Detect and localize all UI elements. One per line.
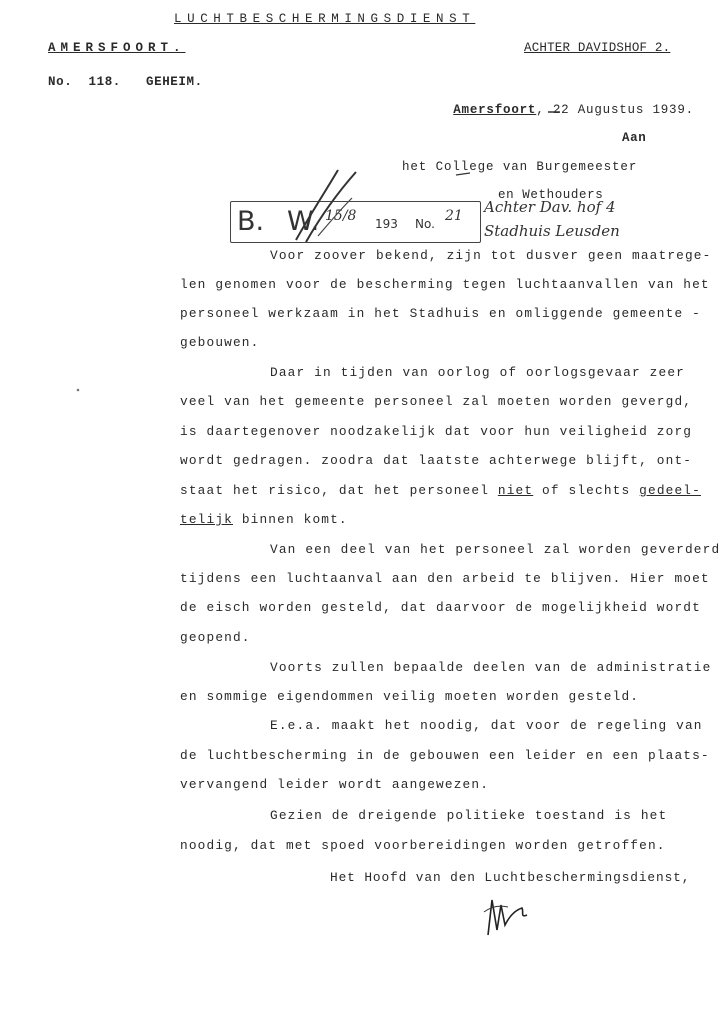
body-p6-line2: noodig, dat met spoed voorbereidingen worden getroffen. — [180, 838, 666, 853]
classification-label: GEHEIM. — [146, 75, 203, 89]
body-p1-line1: Voor zoover bekend, zijn tot dusver geen maatrege- — [270, 248, 712, 263]
body-p3-line2: tijdens een luchtaanval aan den arbeid te blijven. Hier moet — [180, 571, 710, 586]
emphasis-gedeel: gedeel- — [639, 483, 701, 498]
emphasis-telijk: telijk — [180, 512, 233, 527]
body-p6-line1: Gezien de dreigende politieke toestand is het — [270, 808, 668, 823]
body-p2-line1: Daar in tijden van oorlog of oorlogsgevaar zeer — [270, 365, 685, 380]
paper-speck — [77, 389, 80, 392]
stamp-b: B. — [237, 206, 265, 237]
dateline-place: Amersfoort — [453, 103, 537, 117]
signature-flourish — [484, 906, 508, 912]
body-p5-line2: de luchtbescherming in de gebouwen een leider en een plaats- — [180, 748, 710, 763]
recipient-aan: Aan — [622, 131, 647, 145]
body-p1-line4: gebouwen. — [180, 335, 260, 350]
signature-mark — [488, 900, 527, 935]
body-p3-line4: geopend. — [180, 630, 251, 645]
letterhead-address: ACHTER DAVIDSHOF 2. — [524, 41, 671, 55]
stamp-day-month: 15/8 — [325, 208, 357, 224]
body-p3-line1: Van een deel van het personeel zal worden geverderd — [270, 542, 721, 557]
handwritten-annotation-line2: Stadhuis Leusden — [484, 222, 620, 240]
body-p4-line2: en sommige eigendommen veilig moeten worden gesteld. — [180, 689, 640, 704]
body-p1-line3: personeel werkzaam in het Stadhuis en omliggende gemeente - — [180, 306, 701, 321]
stamp-w: W. — [287, 206, 320, 237]
letterhead-city: AMERSFOORT. — [48, 41, 186, 55]
body-p2-line6-end: binnen komt. — [232, 512, 348, 527]
body-p5-line3: vervangend leider wordt aangewezen. — [180, 777, 490, 792]
letterhead-service: LUCHTBESCHERMINGSDIENST — [174, 12, 476, 26]
stamp-no-value: 21 — [445, 208, 463, 224]
stamp-no-label: No. — [415, 217, 435, 231]
body-p2-line5-start: staat het risico, dat het personeel — [180, 483, 490, 498]
stamp-year: 193 — [375, 217, 398, 231]
emphasis-niet: niet — [497, 483, 534, 498]
body-p2-line4: wordt gedragen. zoodra dat laatste achterwege blijft, ont- — [180, 453, 693, 468]
stamp-slash-1 — [296, 170, 338, 240]
body-p1-line2: len genomen voor de bescherming tegen luchtaanvallen van het — [180, 277, 710, 292]
letter-number: No. 118. — [48, 75, 121, 89]
body-p5-line1: E.e.a. maakt het noodig, dat voor de regeling van — [270, 718, 703, 733]
handwritten-annotation-line1: Achter Dav. hof 4 — [484, 198, 616, 216]
body-p4-line1: Voorts zullen bepaalde deelen van de administratie — [270, 660, 712, 675]
body-p2-line5-mid: of slechts — [533, 483, 640, 498]
body-p2-line2: veel van het gemeente personeel zal moeten worden gevergd, — [180, 394, 693, 409]
body-p3-line3: de eisch worden gesteld, dat daarvoor de mogelijkheid wordt — [180, 600, 701, 615]
recipient-line1: het College van Burgemeester — [402, 160, 638, 174]
body-p2-line3: is daartegenover noodzakelijk dat voor hun veiligheid zorg — [180, 424, 693, 439]
closing-line: Het Hoofd van den Luchtbeschermingsdienst, — [330, 870, 691, 885]
dateline-date: , 22 Augustus 1939. — [536, 103, 694, 117]
recipient-line2: en Wethouders — [498, 188, 604, 202]
stamp-slash-3 — [318, 198, 352, 236]
recipient-underline-mark — [456, 173, 470, 175]
